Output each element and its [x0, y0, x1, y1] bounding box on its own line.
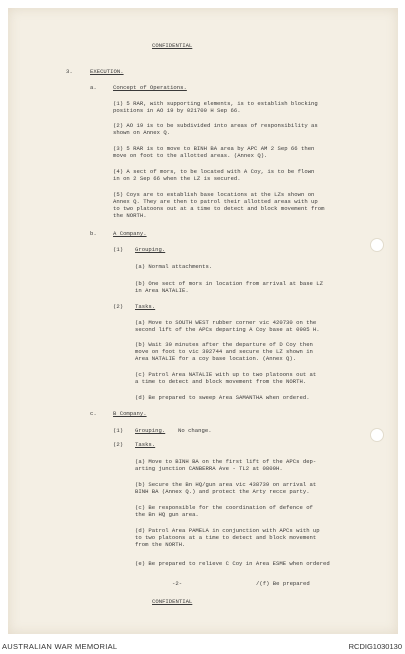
paragraph-line: (d) Be prepared to sweep Area SAMANTHA when ordered.	[135, 394, 310, 401]
subsection-letter: a.	[90, 84, 97, 91]
paragraph-line: (c) Patrol Area NATALIE with up to two platoons out at	[135, 371, 317, 378]
subsection-letter: b.	[90, 230, 97, 237]
paragraph-line: to two platoons at a time to detect and block movement	[135, 534, 317, 541]
paragraph-line: (b) Wait 30 minutes after the departure of D Coy then	[135, 341, 313, 348]
paragraph-line: move on foot to the allotted areas. (Annex Q).	[113, 152, 268, 159]
paragraph-line: move on foot to vic 392744 and secure the LZ shown in	[135, 348, 313, 355]
paragraph-line: a time to detect and block movement from the NORTH.	[135, 378, 307, 385]
item-number: (2)	[113, 441, 124, 448]
classification-footer: CONFIDENTIAL	[152, 598, 193, 605]
continuation-text: /(f) Be prepared	[256, 580, 310, 587]
paragraph-line: (d) Patrol Area PAMELA in conjunction with APCs with up	[135, 527, 320, 534]
item-title: Grouping.	[135, 427, 166, 434]
paragraph-line: (a) Normal attachments.	[135, 263, 213, 270]
paragraph-line: shown on Annex Q.	[113, 129, 171, 136]
item-number: (1)	[113, 246, 124, 253]
paragraph-line: (b) One sect of mors in location from arrival at base LZ	[135, 280, 323, 287]
subsection-title: Concept of Operations.	[113, 84, 187, 91]
archive-name: AUSTRALIAN WAR MEMORIAL	[2, 642, 118, 651]
item-title: Tasks.	[135, 303, 156, 310]
subsection-letter: c.	[90, 410, 97, 417]
paragraph-line: in on 2 Sep 66 when the LZ is secured.	[113, 175, 241, 182]
punch-hole	[370, 238, 384, 252]
item-number: (2)	[113, 303, 124, 310]
paragraph-line: (3) 5 RAR is to move to BINH BA area by APC AM 2 Sep 66 then	[113, 145, 315, 152]
paragraph-line: (5) Coys are to establish base locations at the LZs shown on	[113, 191, 315, 198]
item-text: No change.	[178, 427, 212, 434]
paragraph-line: the Bn HQ gun area.	[135, 511, 199, 518]
item-number: (1)	[113, 427, 124, 434]
item-title: Grouping.	[135, 246, 166, 253]
paragraph-line: (a) Move to BINH BA on the first lift of the APCs dep-	[135, 458, 317, 465]
section-title: EXECUTION.	[90, 68, 124, 75]
paragraph-line: Area NATALIE for a coy base location. (Annex Q).	[135, 355, 297, 362]
paragraph-line: Annex Q. They are then to patrol their allotted areas with up	[113, 198, 318, 205]
paragraph-line: (1) 5 RAR, with supporting elements, is to establish blocking	[113, 100, 318, 107]
paragraph-line: positions in AO 19 by 021700 H Sep 66.	[113, 107, 241, 114]
classification-header: CONFIDENTIAL	[152, 42, 193, 49]
paragraph-line: (2) AO 19 is to be subdivided into areas of responsibility as	[113, 122, 318, 129]
subsection-title: A Company.	[113, 230, 147, 237]
paragraph-line: (b) Secure the Bn HQ/gun area vic 438739 on arrival at	[135, 481, 317, 488]
paragraph-line: BINH BA (Annex Q.) and protect the Arty recce party.	[135, 488, 310, 495]
paragraph-line: (e) Be prepared to relieve C Coy in Area ESME when ordered	[135, 560, 330, 567]
paragraph-line: to two platoons out at a time to detect and block movement from	[113, 205, 325, 212]
paragraph-line: (4) A sect of mors, to be located with A Coy, is to be flown	[113, 168, 315, 175]
section-number: 3.	[66, 68, 73, 75]
punch-hole	[370, 428, 384, 442]
paragraph-line: the NORTH.	[113, 212, 147, 219]
paragraph-line: (a) Move to SOUTH WEST rubber corner vic 420730 on the	[135, 319, 317, 326]
paragraph-line: from the NORTH.	[135, 541, 186, 548]
item-title: Tasks.	[135, 441, 156, 448]
archive-footer	[0, 637, 405, 654]
paragraph-line: (c) Be responsible for the coordination of defence of	[135, 504, 313, 511]
subsection-title: B Company.	[113, 410, 147, 417]
archive-id: RCDIG1030130	[348, 642, 402, 651]
paragraph-line: in Area NATALIE.	[135, 287, 189, 294]
paragraph-line: arting junction CANBERRA Ave - TL2 at 0800H.	[135, 465, 283, 472]
paragraph-line: second lift of the APCs departing A Coy base at 0905 H.	[135, 326, 320, 333]
page-number: -2-	[172, 580, 183, 587]
